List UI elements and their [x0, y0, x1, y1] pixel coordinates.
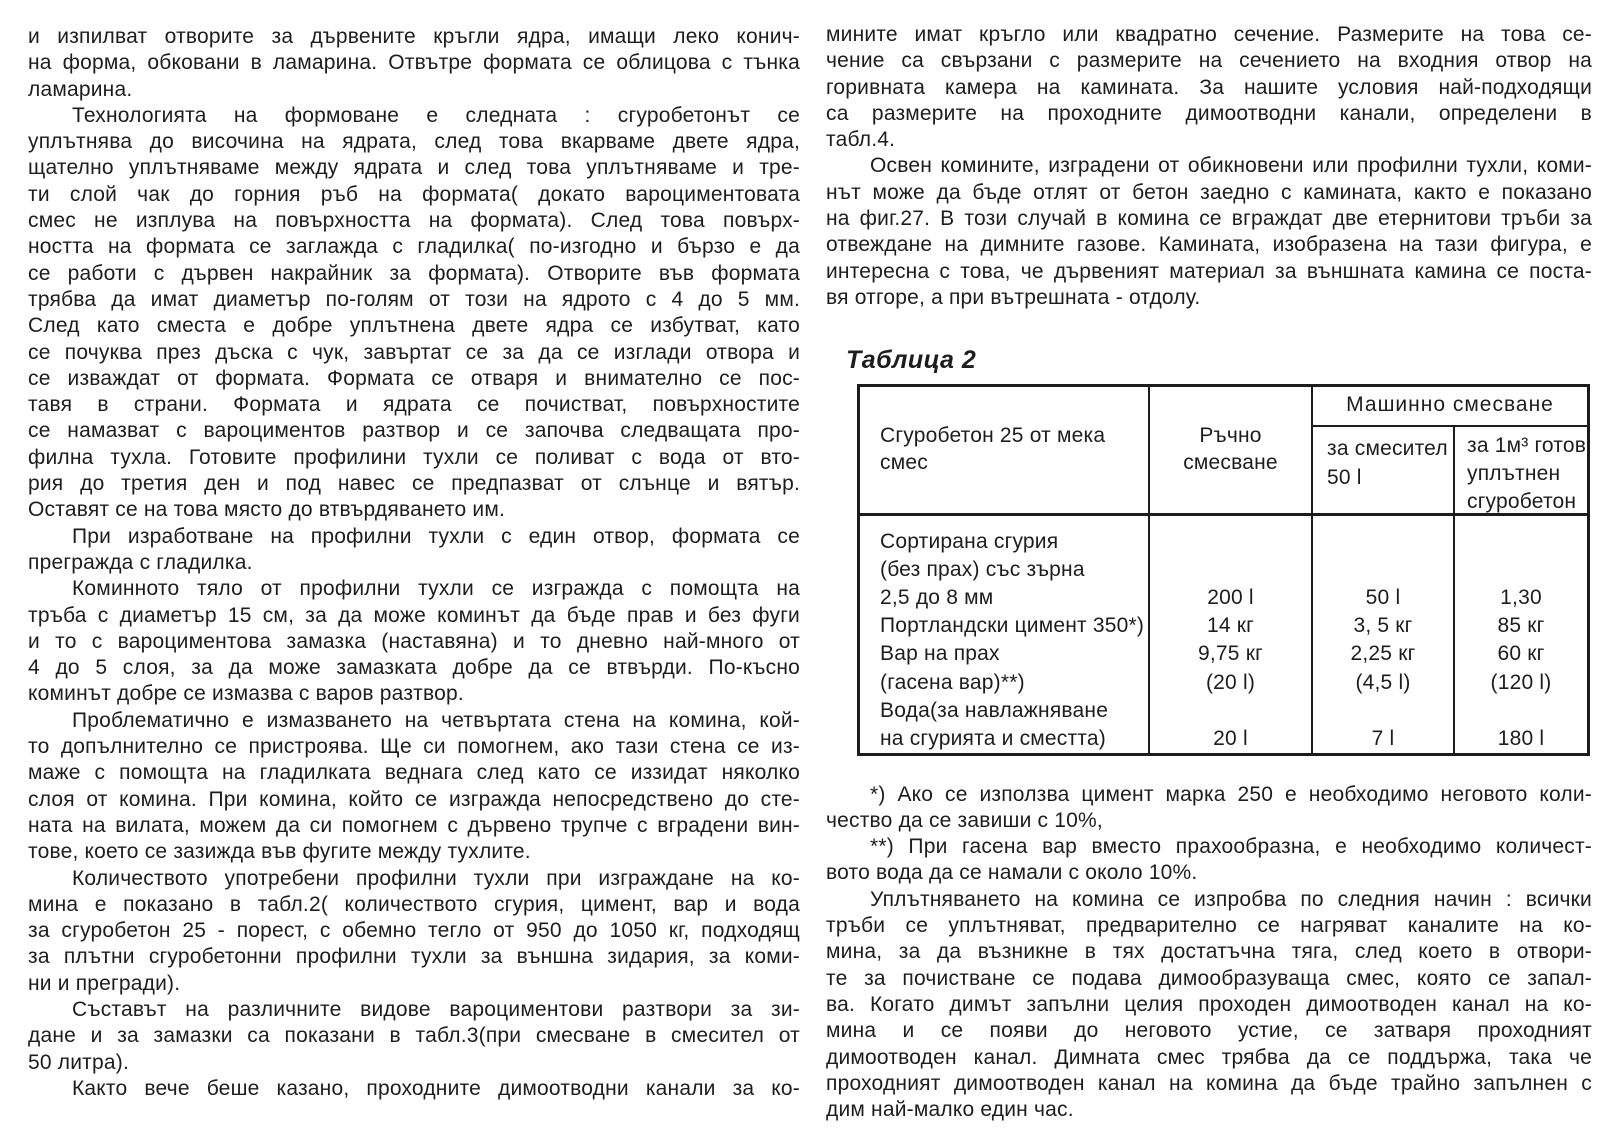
text-line: рия до третия ден и под навес се предпазват от слънце и вятър. [28, 472, 800, 496]
text-line: горивната камера на камината. За нашите условия най-подходящи [826, 75, 1592, 99]
text-line: щателно уплътняваме между ядрата и след това уплътняваме и тре- [28, 156, 800, 180]
table-caption: Таблица 2 [846, 346, 977, 375]
right-top-paragraphs [826, 22, 1592, 311]
text-line: тръби се уплътняват, предварително се нагряват каналите на ко- [826, 914, 1592, 938]
text-line: филна тухла. Готовите профилини тухли се поливат с вода от вто- [28, 445, 800, 469]
table-line [1313, 556, 1453, 584]
table-line: 14 кг [1206, 614, 1255, 638]
text-line: тове, което се зазижда във фугите между тухлите. [28, 840, 531, 864]
text-line: *) Ако се използва цимент марка 250 е необходимо неговото коли- [870, 782, 1592, 806]
text-line: Технологията на формоване е следната : сгуробетонът се [72, 103, 800, 127]
text-line: смес не изплува на повърхността на формата). След това повърх- [28, 209, 800, 233]
text-line: те за почистване се подава димообразуваща смес, която се запал- [826, 966, 1592, 990]
table-col2-header: Ръчно смесване [1150, 387, 1313, 516]
table-line: (гасена вар)**) [880, 670, 1025, 694]
table-line: 20 l [1213, 726, 1248, 750]
text-line: слоя от комина. При комина, който се изгражда непосредствено до сте- [28, 787, 800, 811]
text-line: то допълнително се пристроява. Ще си помогнем, ако тази стена се из- [28, 735, 800, 759]
left-text-column [28, 24, 800, 1102]
text-line: отвеждане на димните газове. Камината, изобразена на тази фигура, е [826, 233, 1592, 257]
table-line [1455, 528, 1587, 556]
text-line: и то с вароциментова замазка (наставяна) и то дневно най-много от [28, 629, 800, 653]
text-line: мина, за да възникне в тях достатъчна тяга, след което в отвори- [826, 940, 1592, 964]
paragraph [826, 22, 1592, 153]
table-line [1150, 528, 1311, 556]
paragraph [826, 887, 1592, 1124]
text-line: Проблематично е измазването на четвъртата стена на комина, кой- [72, 708, 800, 732]
text-line: за плътни сгуробетонни профилни тухли за външна зидария, за коми- [28, 945, 800, 969]
text-line: 4 до 5 слоя, за да може замазката добре да се втвърди. По-късно [28, 656, 800, 680]
text-line: След като сместа е добре уплътнена двете ядра се избутват, като [28, 314, 800, 338]
table-line [1313, 697, 1453, 725]
text-line: чество да се завиши с 10%, [826, 808, 1103, 832]
paragraph [28, 1076, 800, 1102]
table-line: 85 кг [1497, 614, 1545, 638]
table-col3-header [1313, 427, 1455, 516]
table-line: (без прах) със зърна [880, 557, 1085, 581]
text-line: се почуква през дъска с чук, завъртат се за да се изглади отвора и [28, 340, 800, 364]
text-line: ната на вилата, можем да си помогнем с дървено трупче с вградени вин- [28, 813, 800, 837]
text-line: проходният димоотводен канал на комина да бъде трайно запълнен с [826, 1071, 1592, 1095]
text-line: 50 литра). [28, 1050, 129, 1074]
paragraph [28, 997, 800, 1076]
text-line: се работи с дървен накрайник за формата). Отворите във формата [28, 261, 800, 285]
text-line: **) При гасена вар вместо прахообразна, е необходимо количест- [870, 835, 1592, 859]
text-line: ността на формата се заглажда с гладилка( по-изгодно и бързо е да [28, 235, 800, 259]
text-line: ти слой чак до горния ръб на формата( докато вароциментовата [28, 182, 800, 206]
table-line: Вар на прах [880, 642, 1000, 666]
table-col1-header: Сгуробетон 25 от мека смес [860, 387, 1150, 516]
table-line: Сортирана сгурия [880, 529, 1059, 553]
paragraph [28, 866, 800, 997]
text-line: дане и за замазки са показани в табл.3(при смесване в смесител от [28, 1024, 800, 1048]
text-line: дим най-малко един час. [826, 1098, 1074, 1122]
text-line: уплътнява до височина на ядрата, след това вкарваме двете ядра, [28, 130, 800, 154]
text-line: нът може да бъде отлят от бетон заедно с камината, както е показано [826, 180, 1592, 204]
text-line: интересна с това, че дървеният материал за външната камина се поста- [826, 259, 1592, 283]
text-line: тръба с диаметър 15 см, за да може коминът да бъде прав и без фуги [28, 603, 800, 627]
text-line: се изваждат от формата. Формата се отваря и внимателно се пос- [28, 366, 800, 390]
text-line: Както вече беше казано, проходните димоотводни канали за ко- [72, 1076, 800, 1100]
paragraph [28, 576, 800, 707]
paragraph [826, 834, 1592, 887]
table-line: уплътнен [1467, 461, 1561, 485]
text-line: димоотводен канал. Димната смес трябва да се поддържа, така че [826, 1045, 1592, 1069]
text-line: прегражда с гладилка. [28, 550, 253, 574]
table-line: на сгурията и сместта) [880, 726, 1106, 750]
table-body-materials [860, 516, 1150, 754]
table-line: 60 кг [1497, 642, 1545, 666]
text-line: ламарина. [28, 77, 133, 101]
materials-table [857, 384, 1590, 756]
text-line: и изпилват отворите за дървените кръгли ядра, имащи леко конич- [28, 25, 800, 48]
table-line: 50 l [1365, 585, 1401, 609]
table-line: 180 l [1497, 726, 1545, 750]
table-line: Вода(за навлажняване [880, 698, 1109, 722]
text-line: При изработване на профилни тухли с един отвор, формата се [72, 524, 800, 548]
paragraph [28, 708, 800, 866]
table-line: (120 l) [1490, 670, 1552, 694]
text-line: мина и се появи до неговото устие, се затваря проходният [826, 1019, 1592, 1043]
text-line: Коминното тяло от профилни тухли се изгражда с помощта на [72, 577, 800, 601]
table-body-mixer-values [1313, 516, 1455, 754]
text-line: на форма, обковани в ламарина. Отвътре формата се облицова с тънка [28, 51, 800, 75]
text-line: табл.4. [826, 128, 896, 152]
paragraph [28, 24, 800, 103]
text-line: на фиг.27. В този случай в комина се вграждат две етернитови тръби за [826, 207, 1592, 231]
table-line: (4,5 l) [1355, 670, 1411, 694]
table-line: 9,75 кг [1198, 642, 1263, 666]
text-line: вя отгоре, а при вътрешната - отдолу. [826, 285, 1201, 309]
table-line: 1,30 [1500, 585, 1542, 609]
machine-mixing-header: Машинно смесване [1313, 387, 1587, 427]
text-line: чение са свързани с размерите на сечението на входния отвор на [826, 49, 1592, 73]
table-line [1313, 528, 1453, 556]
table-line [1455, 556, 1587, 584]
table-footnotes [826, 782, 1592, 887]
table-line: Портландски цимент 350*) [880, 614, 1145, 638]
table-line [1150, 556, 1311, 584]
table-line: за 1м³ готов [1467, 433, 1587, 457]
text-line: са размерите на проходните димоотводни канали, определени в [826, 101, 1592, 125]
text-line: Количеството употребени профилни тухли при изграждане на ко- [72, 866, 800, 890]
text-line: се намазват с вароциментов разтвор и се започва следващата про- [28, 419, 800, 443]
table-line: 2,25 кг [1350, 642, 1416, 666]
paragraph [826, 782, 1592, 835]
table-line: (20 l) [1205, 670, 1256, 694]
table-line: 2,5 до 8 мм [880, 585, 994, 609]
table-line: 200 l [1207, 585, 1254, 609]
text-line: ни и прегради). [28, 971, 181, 995]
table-line [1150, 697, 1311, 725]
paragraph [826, 153, 1592, 311]
text-line: коминът добре се измазва с варов разтвор. [28, 682, 464, 706]
text-line: Съставът на различните видове вароциментови разтвори за зи- [72, 997, 800, 1021]
table-line: 7 l [1371, 726, 1395, 750]
text-line: Освен комините, изградени от обикновени или профилни тухли, коми- [870, 154, 1592, 178]
table-body-manual-values [1150, 516, 1313, 754]
table-line [1455, 697, 1587, 725]
table-line: 3, 5 кг [1353, 614, 1413, 638]
text-line: тавя в страни. Формата и ядрата се почистват, повърхностите [28, 393, 800, 417]
table-line: 50 l [1327, 465, 1362, 489]
paragraph [28, 524, 800, 577]
text-line: Уплътняването на комина се изпробва по следния начин : всички [870, 887, 1592, 911]
table-col4-header [1455, 427, 1587, 516]
paragraph [28, 103, 800, 524]
right-bottom-paragraphs [826, 887, 1592, 1124]
table-body-per-m3-values [1455, 516, 1587, 754]
text-line: вото вода да се намали с около 10%. [826, 861, 1198, 885]
right-text-column [826, 22, 1592, 1123]
text-line: ва. Когато димът запълни целия проходен димоотводен канал на ко- [826, 992, 1592, 1016]
text-line: маже с помощта на гладилката веднага след като се иззидат няколко [28, 761, 800, 785]
text-line: мина е показано в табл.2( количеството сгурия, цимент, вар и вода [28, 892, 800, 916]
text-line: Оставят се на това място до втвърдяването им. [28, 498, 506, 522]
table-line: сгуробетон [1467, 489, 1577, 513]
table-line: за смесител [1327, 436, 1448, 460]
text-line: мините имат кръгло или квадратно сечение. Размерите на това се- [826, 23, 1592, 46]
text-line: за сгуробетон 25 - порест, с обемно тегло от 950 до 1050 кг, подходящ [28, 919, 800, 943]
text-line: трябва да имат диаметър по-голям от този на ядрото с 4 до 5 мм. [28, 287, 800, 311]
